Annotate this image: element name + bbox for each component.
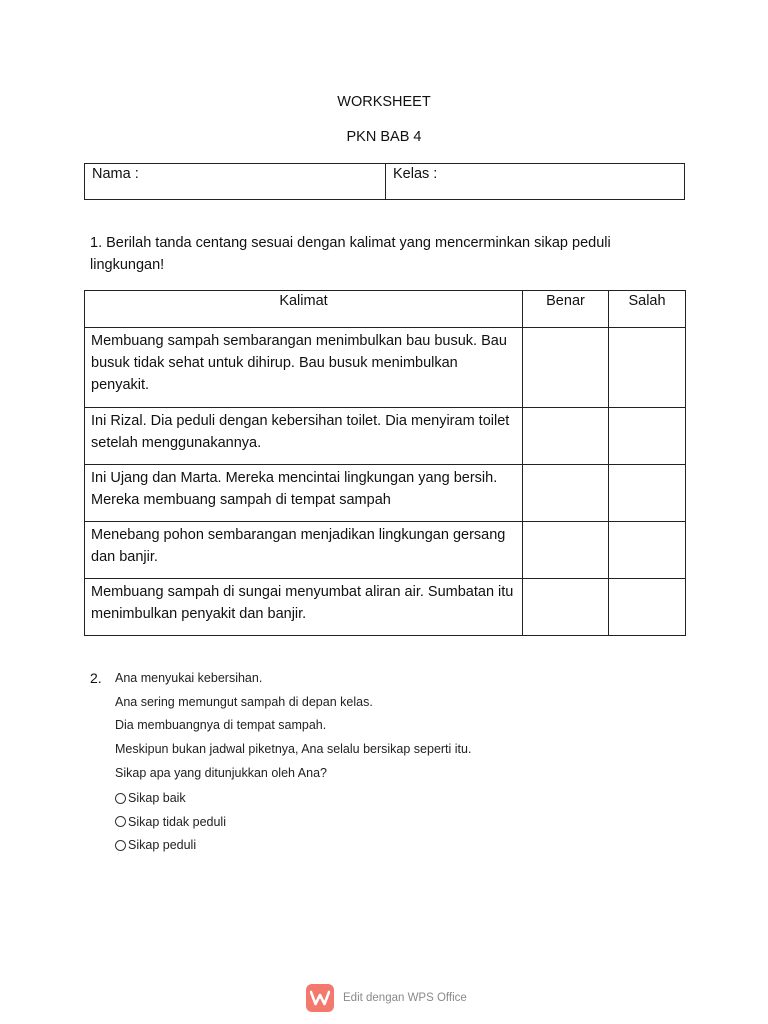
- option-label: Sikap peduli: [128, 838, 197, 853]
- benar-checkbox-cell[interactable]: [523, 328, 609, 408]
- salah-checkbox-cell[interactable]: [609, 522, 686, 579]
- radio-circle-icon[interactable]: [115, 816, 126, 827]
- option-label: Sikap baik: [128, 791, 186, 806]
- statement-table-header: [85, 291, 686, 328]
- question-2-line: Ana sering memungut sampah di depan kelas.: [115, 694, 373, 709]
- statement-cell: Ini Ujang dan Marta. Mereka mencintai lingkungan yang bersih. Mereka membuang sampah di tempat sampah: [85, 465, 523, 522]
- salah-checkbox-cell[interactable]: [609, 408, 686, 465]
- question-2-prompt: Sikap apa yang ditunjukkan oleh Ana?: [115, 765, 327, 780]
- salah-checkbox-cell[interactable]: [609, 465, 686, 522]
- worksheet-subtitle: PKN BAB 4: [346, 129, 422, 145]
- statement-cell: Membuang sampah di sungai menyumbat aliran air. Sumbatan itu menimbulkan penyakit dan banjir.: [85, 579, 523, 636]
- benar-checkbox-cell[interactable]: [523, 465, 609, 522]
- column-header-benar: Benar: [523, 291, 609, 328]
- identity-table: [84, 163, 685, 200]
- salah-checkbox-cell[interactable]: [609, 579, 686, 636]
- benar-checkbox-cell[interactable]: [523, 579, 609, 636]
- option-sikap-peduli[interactable]: [115, 833, 635, 857]
- wps-office-logo-icon[interactable]: [306, 984, 334, 1012]
- worksheet-title: WORKSHEET: [337, 94, 431, 110]
- name-field[interactable]: Nama :: [85, 164, 386, 200]
- option-sikap-tidak-peduli[interactable]: [115, 810, 635, 834]
- identity-row: [85, 164, 685, 200]
- question-1-text: 1. Berilah tanda centang sesuai dengan kalimat yang mencerminkan sikap peduli lingkungan!: [90, 235, 611, 273]
- table-row: [85, 408, 686, 465]
- statement-cell: Ini Rizal. Dia peduli dengan kebersihan toilet. Dia menyiram toilet setelah menggunakannya.: [85, 408, 523, 465]
- question-2-line: Ana menyukai kebersihan.: [115, 671, 263, 685]
- wps-footer-text[interactable]: Edit dengan WPS Office: [343, 992, 467, 1004]
- statement-cell: Menebang pohon sembarangan menjadikan lingkungan gersang dan banjir.: [85, 522, 523, 579]
- statement-table: [84, 290, 686, 636]
- statement-cell: Membuang sampah sembarangan menimbulkan bau busuk. Bau busuk tidak sehat untuk dihirup. Bau busuk menimbulkan penyakit.: [85, 328, 523, 408]
- question-2-number: 2.: [90, 670, 102, 686]
- option-sikap-baik[interactable]: [115, 786, 635, 810]
- benar-checkbox-cell[interactable]: [523, 522, 609, 579]
- option-label: Sikap tidak peduli: [128, 814, 226, 829]
- salah-checkbox-cell[interactable]: [609, 328, 686, 408]
- question-2-line: Dia membuangnya di tempat sampah.: [115, 718, 327, 733]
- benar-checkbox-cell[interactable]: [523, 408, 609, 465]
- table-row: [85, 328, 686, 408]
- question-2-body: [115, 668, 635, 857]
- column-header-kalimat: Kalimat: [85, 291, 523, 328]
- table-row: [85, 522, 686, 579]
- question-2-line: Meskipun bukan jadwal piketnya, Ana selalu bersikap seperti itu.: [115, 742, 472, 757]
- column-header-salah: Salah: [609, 291, 686, 328]
- radio-circle-icon[interactable]: [115, 840, 126, 851]
- wps-footer[interactable]: [306, 984, 467, 1012]
- radio-circle-icon[interactable]: [115, 793, 126, 804]
- table-row: [85, 579, 686, 636]
- table-row: [85, 465, 686, 522]
- class-field[interactable]: Kelas :: [386, 164, 685, 200]
